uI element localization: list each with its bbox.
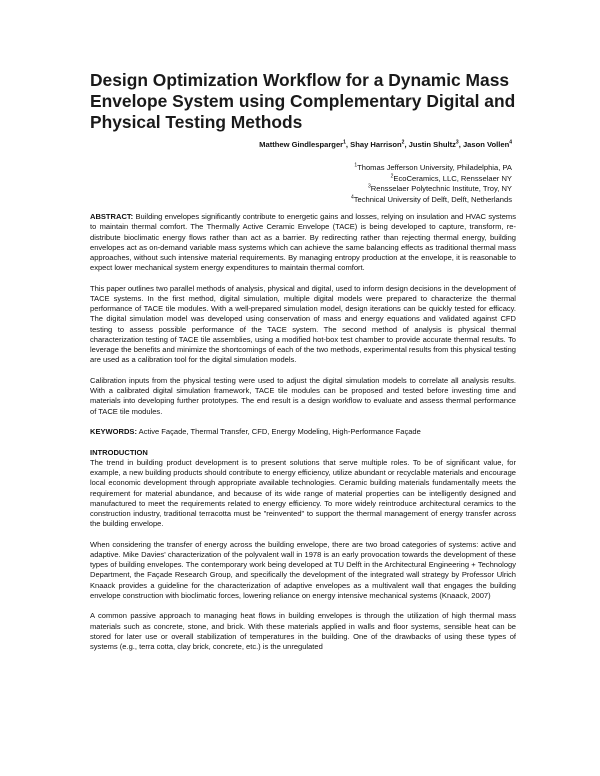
section-heading-introduction: INTRODUCTION	[90, 447, 148, 457]
author-name: Jason Vollen	[462, 140, 510, 149]
author-sup: 4	[509, 139, 512, 146]
author-sup: 2	[401, 139, 405, 146]
affiliation-sup: 2	[390, 172, 394, 179]
affiliation-text: Rensselaer Polytechnic Institute, Troy, NY	[370, 184, 512, 193]
paper-title: Design Optimization Workflow for a Dynamic Mass Envelope System using Complementary Digital and Physical Testing Methods	[90, 70, 516, 132]
abstract-paragraph	[90, 212, 516, 274]
body-paragraph: When considering the transfer of energy across the building envelope, there are two broad categories of systems: active and adaptive. Mike Davies' characterization of the polyvalent wall in 1978 is an early provocation towards the development of these types of building envelopes. The contemporary work being developed at TU Delft in the Architectural Engineering + Technology Department, the Façade Research Group, and specifically the development of the integrated wall strategy by Professor Ulrich Knaack provides a guideline for the characterization of adaptive envelopes as a multivalent wall that engages the building envelope construction with bioclimatic forces, lowering reliance on energy intensive mechanical systems (Knaack, 2007)	[90, 539, 516, 600]
affiliation-block	[212, 163, 512, 205]
keywords-label: KEYWORDS:	[90, 427, 137, 437]
author-name: Shay Harrison	[350, 140, 402, 149]
affiliation-sup: 3	[367, 183, 371, 190]
affiliation-sup: 1	[354, 162, 358, 169]
affiliation-sup: 4	[350, 193, 354, 200]
author-name: Justin Shultz	[408, 140, 456, 149]
author-name: Matthew Gindlesparger	[259, 140, 344, 149]
body-paragraph: Calibration inputs from the physical testing were used to adjust the digital simulation models to correlate all analysis results. With a calibrated digital simulation framework, TACE tile modules can be proposed and tested before investing time and materials into developing further prototypes. The end result is a design workflow to evaluate and assess thermal performance of TACE tile modules.	[90, 375, 516, 416]
affiliation	[212, 174, 512, 185]
affiliation	[212, 184, 512, 195]
affiliation	[212, 195, 512, 206]
abstract-label: ABSTRACT:	[90, 212, 134, 221]
author-sup: 3	[455, 139, 459, 146]
affiliation-text: Technical University of Delft, Delft, Netherlands	[353, 194, 512, 204]
keywords-paragraph	[90, 427, 516, 437]
affiliation-text: EcoCeramics, LLC, Rensselaer NY	[393, 173, 512, 183]
body-paragraph: The trend in building product development is to present solutions that serve multiple roles. To be of significant value, for example, a new building products should contribute to energy efficiency, utilize abundant or recyclable materials and encourage local economic development through appropriate available technologies. Ceramic building materials fundamentally meets the requirement for material abundance, and because of its wide range of material properties can be intelligently designed and manufactured to meet the requirements related to energy efficiency. To more widely reintroduce architectural ceramics to the construction industry, traditional terracotta must be "reinvented" to support the thermal management of energy transfer across the building envelope.	[90, 457, 516, 529]
paper-body	[90, 212, 516, 663]
affiliation	[212, 163, 512, 174]
body-paragraph: A common passive approach to managing heat flows in building envelopes is through the utilization of high thermal mass materials such as concrete, stone, and brick. With these materials applied in walls and floor systems, sensible heat can be stored for later use or overall stabilization of temperatures in the building. One of the drawbacks of using these types of systems (e.g., terra cotta, clay brick, concrete, etc.) is the unregulated	[90, 611, 516, 652]
author-sup: 1	[343, 139, 346, 146]
affiliation-text: Thomas Jefferson University, Philadelphia, PA	[357, 163, 512, 172]
body-paragraph: This paper outlines two parallel methods of analysis, physical and digital, used to inform design decisions in the development of TACE systems. In the first method, digital simulation, multiple digital models were prepared to characterize the thermal performance of TACE tile modules. With a well-prepared simulation model, design iterations can be quickly tested for efficacy. The digital simulation model was developed using conservation of mass and energy equations and validated against CFD testing to assess possible performance of the TACE system. The second method of analysis is physical thermal characterization testing of TACE tile assemblies, using a modified hot-box test chamber to provide accurate thermal results. To leverage the benefits and minimize the shortcomings of each of the two methods, experimental results from this physical testing are used as a calibration tool for the digital simulation models.	[90, 283, 516, 365]
author-line: Matthew Gindlesparger$^1$, Shay Harrison$^2$, Justin Shultz$^3$, Jason Vollen$^4$	[259, 139, 512, 149]
abstract-text: Building envelopes significantly contribute to energetic gains and losses, relying on insulation and HVAC systems to maintain thermal comfort. The Thermally Active Ceramic Envelope (TACE) is being developed to capture, transform, re-distribute bioclimatic energy flows rather than act as a barrier. By redirecting rather than rejecting thermal energy, building envelopes act as on-demand variable mass systems which can achieve the same balancing effects as traditional thermal mass approaches, without such intensive material requirements. By managing entropy production at the envelope, it is reasonable to expect lower mechanical system energy expenditures to maintain thermal comfort.	[90, 212, 516, 273]
keywords-text: Active Façade, Thermal Transfer, CFD, Energy Modeling, High-Performance Façade	[138, 427, 421, 437]
